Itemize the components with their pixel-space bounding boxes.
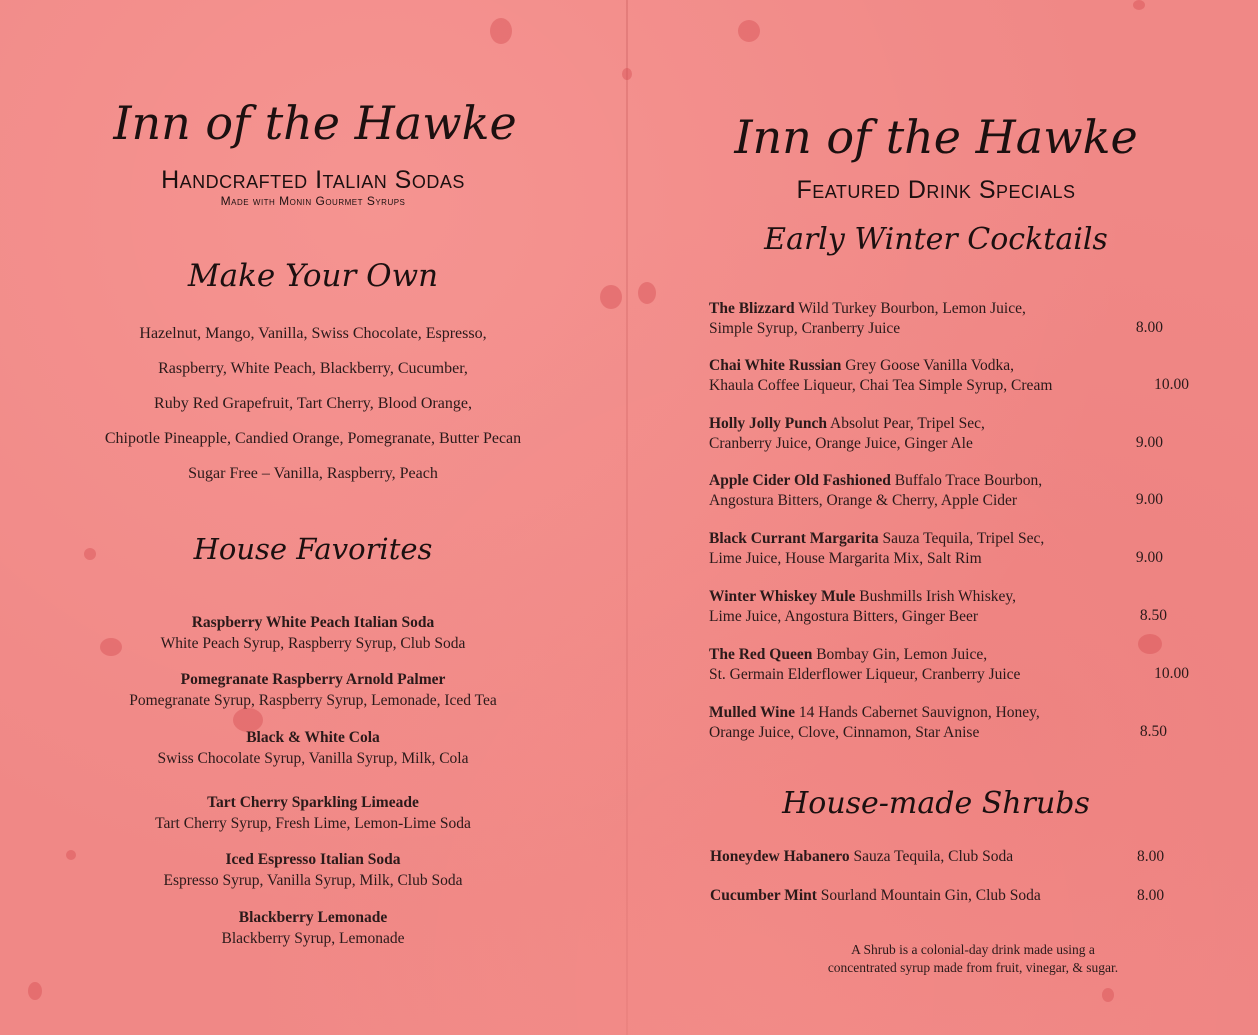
cocktail-item <box>709 414 1189 453</box>
cocktail-price: 9.00 <box>1135 491 1163 508</box>
cocktail-ingredients: Angostura Bitters, Orange & Cherry, Apple Cider <box>709 491 1018 509</box>
cocktail-item <box>709 529 1189 568</box>
shrub-price: 8.00 <box>1137 887 1165 904</box>
favorite-name: Black & White Cola <box>246 729 380 746</box>
favorite-item <box>0 907 626 950</box>
favorite-name: Blackberry Lemonade <box>238 909 388 926</box>
inn-logo: Inn of the Hawke <box>734 110 1138 164</box>
cocktail-price: 10.00 <box>1154 376 1189 393</box>
cocktail-item <box>709 356 1189 395</box>
flavor-line: Hazelnut, Mango, Vanilla, Swiss Chocolate, Espresso, <box>139 325 487 342</box>
cocktail-ingredients: Cranberry Juice, Orange Juice, Ginger Ale <box>709 434 973 452</box>
shrub-note-line: A Shrub is a colonial-day drink made using a <box>851 942 1095 957</box>
flavor-line: Chipotle Pineapple, Candied Orange, Pomegranate, Butter Pecan <box>104 430 522 447</box>
cocktail-ingredients: Wild Turkey Bourbon, Lemon Juice, <box>794 300 1026 317</box>
shrub-item <box>710 886 1180 906</box>
cocktail-ingredients: Bombay Gin, Lemon Juice, <box>812 646 988 663</box>
specials-title: Featured Drink Specials <box>796 176 1076 204</box>
favorite-name: Pomegranate Raspberry Arnold Palmer <box>180 671 446 688</box>
shrub-note-line: concentrated syrup made from fruit, vinegar, & sugar. <box>827 960 1119 975</box>
flavor-line: Ruby Red Grapefruit, Tart Cherry, Blood Orange, <box>154 395 472 412</box>
favorite-ingredients: Blackberry Syrup, Lemonade <box>221 930 405 947</box>
flavor-list <box>0 322 626 497</box>
favorite-name: Raspberry White Peach Italian Soda <box>191 614 435 631</box>
cocktail-price: 9.00 <box>1135 549 1163 566</box>
shrub-note <box>788 941 1158 977</box>
cocktail-ingredients: Bushmills Irish Whiskey, <box>855 588 1017 605</box>
cocktail-item <box>709 587 1189 626</box>
cocktail-price: 10.00 <box>1154 665 1189 682</box>
italian-sodas-page <box>0 0 626 1035</box>
cocktail-name: Mulled Wine <box>709 704 795 721</box>
cocktail-name: The Red Queen <box>709 646 813 663</box>
favorite-item <box>0 612 626 655</box>
cocktail-item <box>709 703 1189 742</box>
favorite-ingredients: Tart Cherry Syrup, Fresh Lime, Lemon-Lime Soda <box>155 815 471 832</box>
shrub-price: 8.00 <box>1137 848 1165 865</box>
inn-logo: Inn of the Hawke <box>113 96 517 150</box>
drink-specials-page <box>628 0 1258 1035</box>
cocktail-name: Holly Jolly Punch <box>709 415 827 432</box>
favorite-item <box>0 792 626 835</box>
favorite-ingredients: White Peach Syrup, Raspberry Syrup, Club Soda <box>160 635 466 652</box>
cocktail-price: 8.00 <box>1135 319 1163 336</box>
cocktail-ingredients: Orange Juice, Clove, Cinnamon, Star Anise <box>709 723 980 741</box>
cocktail-item <box>709 471 1189 510</box>
make-your-own-heading: Make Your Own <box>187 258 439 294</box>
cocktail-price: 8.50 <box>1139 607 1167 624</box>
winter-cocktails-heading: Early Winter Cocktails <box>764 222 1108 257</box>
favorite-ingredients: Pomegranate Syrup, Raspberry Syrup, Lemonade, Iced Tea <box>129 692 497 709</box>
cocktail-price: 8.50 <box>1139 723 1167 740</box>
favorite-name: Iced Espresso Italian Soda <box>225 851 401 868</box>
favorite-item <box>0 849 626 892</box>
favorite-item <box>0 727 626 770</box>
cocktail-price: 9.00 <box>1135 434 1163 451</box>
cocktail-item <box>709 299 1189 338</box>
cocktail-ingredients: St. Germain Elderflower Liqueur, Cranberry Juice <box>709 665 1021 683</box>
sodas-subtitle: Made with Monin Gourmet Syrups <box>220 194 406 208</box>
cocktail-ingredients: Absolut Pear, Tripel Sec, <box>827 415 985 432</box>
cocktail-ingredients: Sauza Tequila, Tripel Sec, <box>878 530 1045 547</box>
cocktail-ingredients: Buffalo Trace Bourbon, <box>890 472 1043 489</box>
favorite-ingredients: Espresso Syrup, Vanilla Syrup, Milk, Club Soda <box>163 872 463 889</box>
shrubs-heading: House-made Shrubs <box>782 786 1090 821</box>
shrub-ingredients: Sauza Tequila, Club Soda <box>849 848 1014 865</box>
cocktail-item <box>709 645 1189 684</box>
cocktail-name: Winter Whiskey Mule <box>709 588 856 605</box>
cocktail-name: Apple Cider Old Fashioned <box>709 472 891 489</box>
favorite-name: Tart Cherry Sparkling Limeade <box>207 794 419 811</box>
favorite-item <box>0 669 626 712</box>
flavor-line: Sugar Free – Vanilla, Raspberry, Peach <box>188 465 438 482</box>
shrub-name: Honeydew Habanero <box>710 848 850 865</box>
flavor-line: Raspberry, White Peach, Blackberry, Cucumber, <box>158 360 468 377</box>
house-favorites-heading: House Favorites <box>193 532 433 566</box>
cocktail-name: The Blizzard <box>709 300 795 317</box>
shrub-item <box>710 847 1180 867</box>
cocktail-name: Black Currant Margarita <box>709 530 879 547</box>
cocktail-ingredients: Khaula Coffee Liqueur, Chai Tea Simple Syrup, Cream <box>709 376 1053 394</box>
shrub-name: Cucumber Mint <box>710 887 817 904</box>
sodas-title: Handcrafted Italian Sodas <box>161 166 465 194</box>
cocktail-ingredients: Grey Goose Vanilla Vodka, <box>841 357 1015 374</box>
cocktail-ingredients: Lime Juice, House Margarita Mix, Salt Rim <box>709 549 982 567</box>
favorite-ingredients: Swiss Chocolate Syrup, Vanilla Syrup, Milk, Cola <box>157 750 469 767</box>
cocktail-name: Chai White Russian <box>709 357 842 374</box>
cocktail-ingredients: Simple Syrup, Cranberry Juice <box>709 319 901 337</box>
shrub-ingredients: Sourland Mountain Gin, Club Soda <box>816 887 1041 904</box>
cocktail-ingredients: 14 Hands Cabernet Sauvignon, Honey, <box>794 704 1040 721</box>
cocktail-ingredients: Lime Juice, Angostura Bitters, Ginger Beer <box>709 607 979 625</box>
